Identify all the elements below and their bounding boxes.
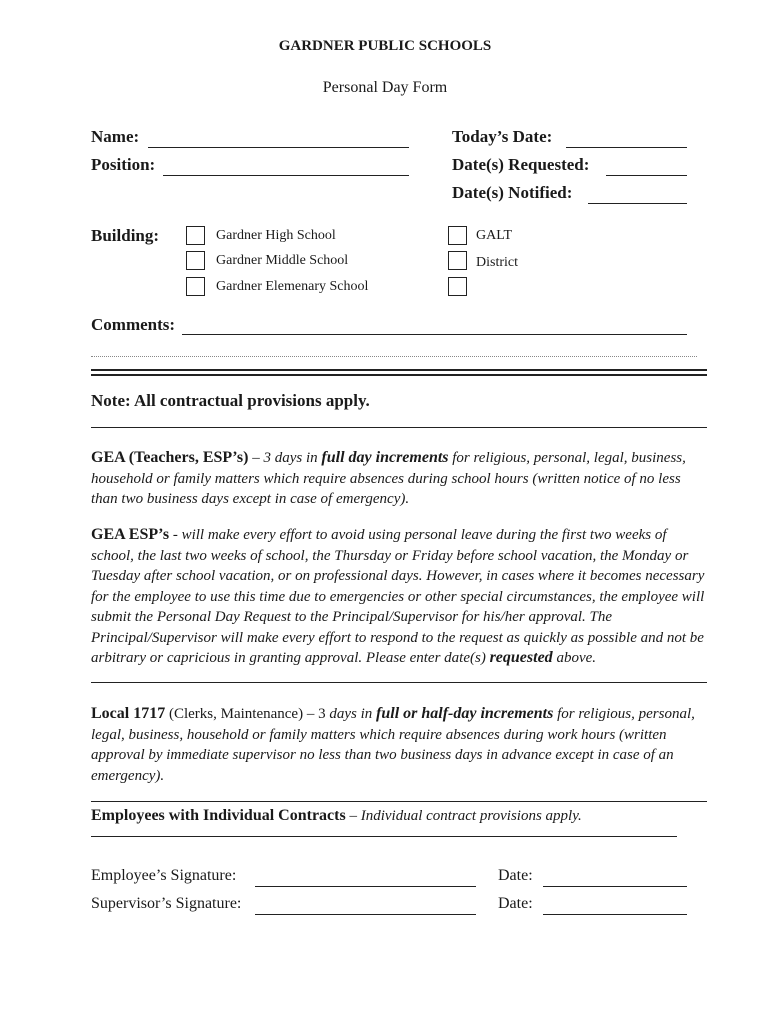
employee-date-field[interactable] [543,886,687,887]
supervisor-date-label: Date: [498,895,533,912]
individual-contracts-rule [91,836,677,837]
gea-esp-paragraph: GEA ESP’s - will make every effort to avoid using personal leave during the first two weeks of school, the last two weeks of school, the Thursday or Friday before school vacation, the Monday or Tuesday after school vacation, or on professional days. However, in cases where it becomes necessary for the employee to use this time due to emergencies or other special circumstances, the employee will submit the Personal Day Request to the Principal/Supervisor for his/her approval. The Principal/Supervisor will make every effort to respond to the request as quickly as possible and not be arbitrary or capricious in granting approval. Please enter date(s) requested above. [91,526,705,666]
checkbox-gardner-middle[interactable] [186,251,205,270]
section-divider [91,369,707,376]
todays-date-label: Today’s Date: [452,127,553,146]
checkbox-gardner-elementary[interactable] [186,277,205,296]
gea-esp-rule [91,682,707,683]
employee-signature-label: Employee’s Signature: [91,867,237,884]
comments-extra-line [91,356,697,357]
comments-field[interactable] [182,334,687,335]
option-gardner-middle: Gardner Middle School [216,253,349,268]
checkbox-blank[interactable] [448,277,467,296]
option-galt: GALT [476,228,513,243]
comments-label: Comments: [91,315,176,334]
note-rule [91,427,707,428]
name-field[interactable] [148,147,409,148]
checkbox-gardner-high[interactable] [186,226,205,245]
name-label: Name: [91,127,140,146]
dates-notified-label: Date(s) Notified: [452,183,573,202]
gea-esp-heading: GEA ESP’s [91,526,170,543]
employee-signature-field[interactable] [255,886,476,887]
dates-notified-field[interactable] [588,203,687,204]
supervisor-date-field[interactable] [543,914,687,915]
position-field[interactable] [163,175,409,176]
checkbox-district[interactable] [448,251,467,270]
form-subtitle: Personal Day Form [322,79,448,96]
individual-contracts-heading: Employees with Individual Contracts [91,807,346,824]
local-1717-heading: Local 1717 [91,705,166,722]
local-1717-rule [91,801,707,802]
local-1717-paragraph: Local 1717 (Clerks, Maintenance) – 3 days in full or half-day increments for religious, personal, legal, business, household or family matters which require absences during work hours (written approval by immediate supervisor no less than two business days in advance except in case of an emergency). [91,705,695,784]
supervisor-signature-label: Supervisor’s Signature: [91,895,242,912]
option-gardner-elementary: Gardner Elemenary School [216,279,369,294]
todays-date-field[interactable] [566,147,687,148]
option-gardner-high: Gardner High School [216,228,336,243]
supervisor-signature-field[interactable] [255,914,476,915]
individual-contracts-paragraph: Employees with Individual Contracts – Individual contract provisions apply. [91,807,582,824]
building-label: Building: [91,226,160,245]
position-label: Position: [91,155,156,174]
checkbox-galt[interactable] [448,226,467,245]
gea-paragraph: GEA (Teachers, ESP’s) – 3 days in full day increments for religious, personal, legal, business, household or family matters which require absences during school hours (written notice of no less than two business days except in case of emergency). [91,449,686,507]
employee-date-label: Date: [498,867,533,884]
gea-heading: GEA (Teachers, ESP’s) [91,449,249,466]
option-district: District [476,255,518,270]
note-text: Note: All contractual provisions apply. [91,391,370,410]
dates-requested-label: Date(s) Requested: [452,155,590,174]
form-title: GARDNER PUBLIC SCHOOLS [278,38,492,54]
dates-requested-field[interactable] [606,175,687,176]
